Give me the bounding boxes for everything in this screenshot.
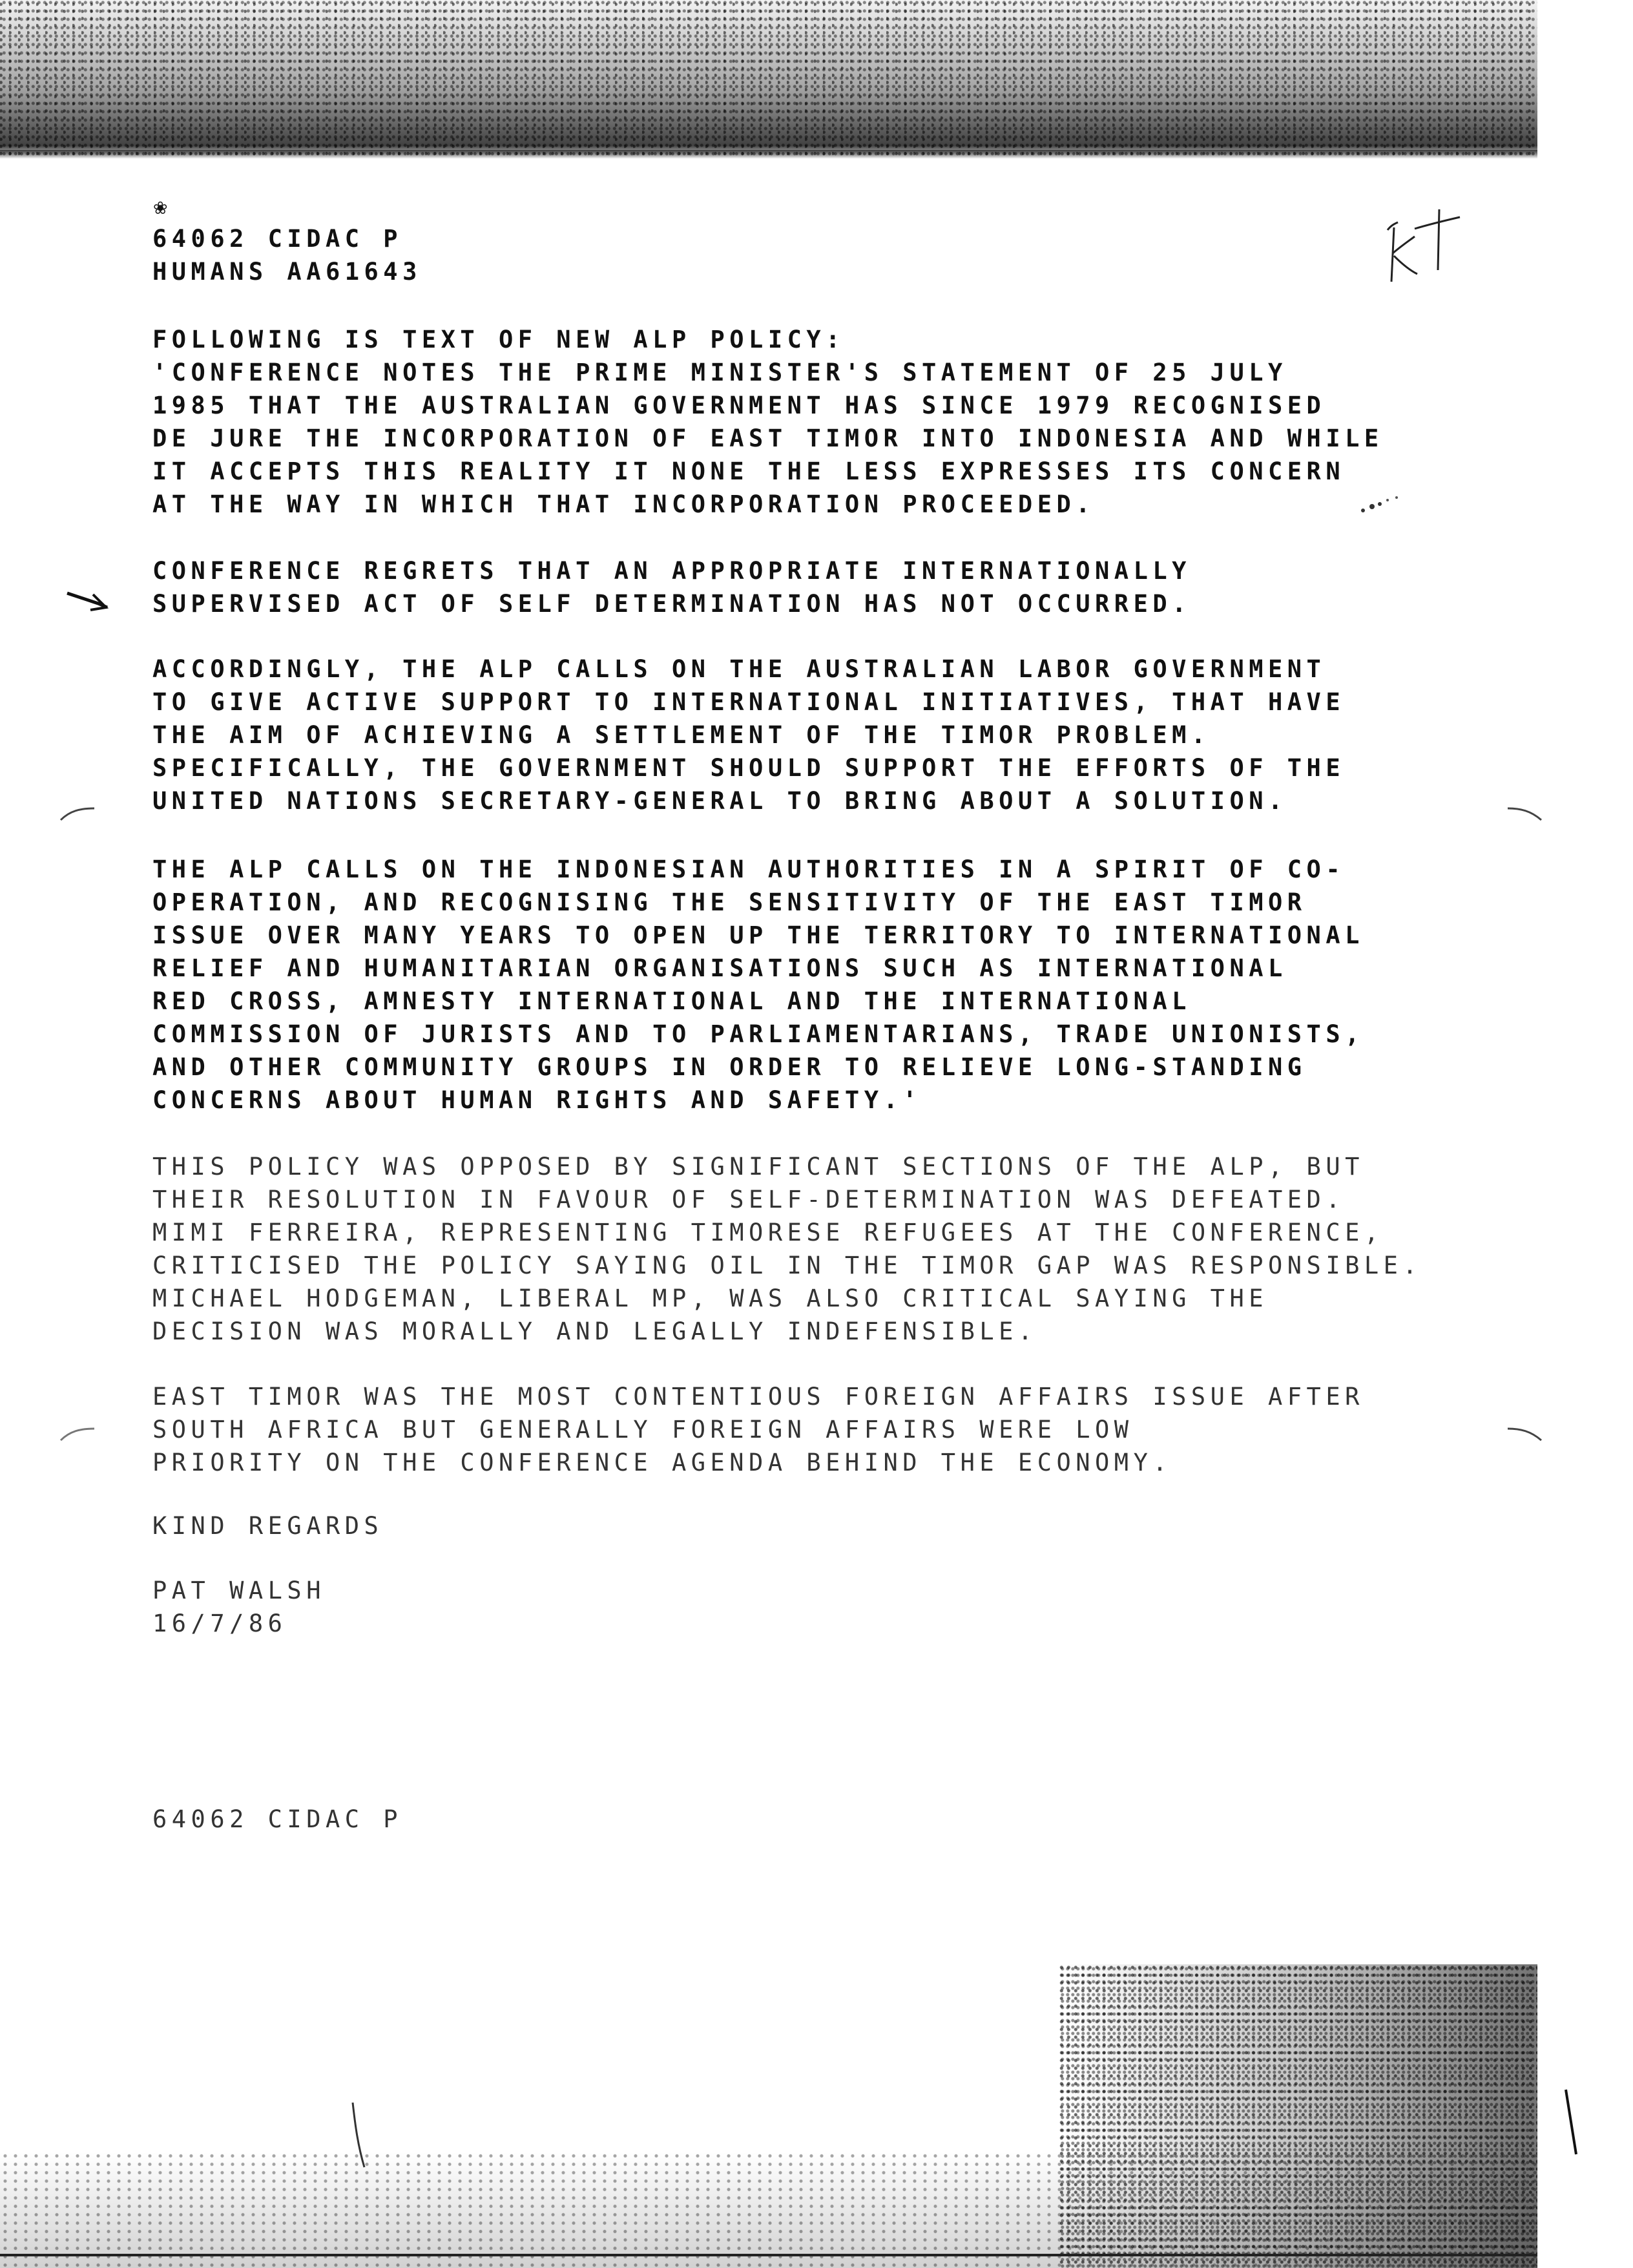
policy-line: SOUTH AFRICA BUT GENERALLY FOREIGN AFFAIRS WERE LOW (152, 1416, 1134, 1444)
margin-hole-mark (1505, 1425, 1544, 1444)
policy-line: COMMISSION OF JURISTS AND TO PARLIAMENTARIANS, TRADE UNIONISTS, (152, 1020, 1364, 1048)
policy-line: RELIEF AND HUMANITARIAN ORGANISATIONS SUCH AS INTERNATIONAL (152, 954, 1287, 982)
telex-bullet-icon: ❀ (154, 194, 167, 220)
policy-intro: FOLLOWING IS TEXT OF NEW ALP POLICY: (152, 326, 845, 353)
scan-noise-top-edge (0, 150, 1537, 159)
margin-hole-mark (58, 804, 97, 824)
policy-line: MICHAEL HODGEMAN, LIBERAL MP, WAS ALSO CRITICAL SAYING THE (152, 1285, 1269, 1312)
policy-line: TO GIVE ACTIVE SUPPORT TO INTERNATIONAL INITIATIVES, THAT HAVE (152, 688, 1346, 716)
policy-line: AND OTHER COMMUNITY GROUPS IN ORDER TO RELIEVE LONG-STANDING (152, 1053, 1307, 1081)
message-date: 16/7/86 (152, 1610, 287, 1637)
margin-hole-mark (58, 1425, 97, 1444)
policy-line: UNITED NATIONS SECRETARY-GENERAL TO BRING ABOUT A SOLUTION. (152, 787, 1287, 815)
header-line: HUMANS AA61643 (152, 258, 422, 286)
margin-arrow-mark (65, 588, 110, 614)
paragraph-self-determination (152, 554, 1483, 620)
page-bottom-edge (0, 2254, 1537, 2256)
policy-line: SPECIFICALLY, THE GOVERNMENT SHOULD SUPPORT THE EFFORTS OF THE (152, 754, 1346, 782)
policy-line: DE JURE THE INCORPORATION OF EAST TIMOR INTO INDONESIA AND WHILE (152, 425, 1384, 452)
paragraph-opposition (152, 1150, 1483, 1348)
paragraph-indonesian-authorities (152, 853, 1483, 1117)
telex-header (152, 222, 1483, 288)
policy-line: 1985 THAT THE AUSTRALIAN GOVERNMENT HAS SINCE 1979 RECOGNISED (152, 392, 1326, 419)
policy-intro-and-quote (152, 323, 1483, 521)
policy-line: EAST TIMOR WAS THE MOST CONTENTIOUS FOREIGN AFFAIRS ISSUE AFTER (152, 1383, 1364, 1411)
policy-line: CRITICISED THE POLICY SAYING OIL IN THE TIMOR GAP WAS RESPONSIBLE. (152, 1252, 1422, 1279)
policy-line: ISSUE OVER MANY YEARS TO OPEN UP THE TERRITORY TO INTERNATIONAL (152, 921, 1364, 949)
edge-scratch-mark (1563, 2087, 1579, 2158)
paragraph-foreign-affairs (152, 1380, 1483, 1479)
policy-line: IT ACCEPTS THIS REALITY IT NONE THE LESS EXPRESSES ITS CONCERN (152, 457, 1346, 485)
policy-line: CONCERNS ABOUT HUMAN RIGHTS AND SAFETY.' (152, 1086, 922, 1114)
footer-answerback (152, 1803, 1483, 1836)
policy-line: THE ALP CALLS ON THE INDONESIAN AUTHORITIES IN A SPIRIT OF CO- (152, 856, 1346, 883)
policy-line: MIMI FERREIRA, REPRESENTING TIMORESE REFUGEES AT THE CONFERENCE, (152, 1219, 1384, 1246)
answerback-line: 64062 CIDAC P (152, 1805, 403, 1833)
policy-line: ACCORDINGLY, THE ALP CALLS ON THE AUSTRALIAN LABOR GOVERNMENT (152, 655, 1326, 683)
policy-line: DECISION WAS MORALLY AND LEGALLY INDEFENSIBLE. (152, 1318, 1037, 1345)
policy-line: THEIR RESOLUTION IN FAVOUR OF SELF-DETERMINATION WAS DEFEATED. (152, 1186, 1346, 1213)
scan-noise-bottom (0, 2152, 1537, 2268)
policy-line: THE AIM OF ACHIEVING A SETTLEMENT OF THE TIMOR PROBLEM. (152, 721, 1211, 749)
scan-noise-top (0, 0, 1537, 158)
policy-line: CONFERENCE REGRETS THAT AN APPROPRIATE INTERNATIONALLY (152, 557, 1191, 585)
paragraph-government-support (152, 653, 1483, 817)
sender-name: PAT WALSH (152, 1577, 326, 1604)
margin-hole-mark (1505, 804, 1544, 824)
policy-line: 'CONFERENCE NOTES THE PRIME MINISTER'S STATEMENT OF 25 JULY (152, 359, 1287, 386)
signature-block (152, 1574, 1483, 1640)
policy-line: SUPERVISED ACT OF SELF DETERMINATION HAS NOT OCCURRED. (152, 590, 1191, 618)
policy-line: RED CROSS, AMNESTY INTERNATIONAL AND THE INTERNATIONAL (152, 987, 1191, 1015)
regards-line: KIND REGARDS (152, 1512, 384, 1540)
handwritten-initials (1376, 205, 1466, 289)
policy-line: AT THE WAY IN WHICH THAT INCORPORATION PROCEEDED. (152, 490, 1096, 518)
policy-line: PRIORITY ON THE CONFERENCE AGENDA BEHIND THE ECONOMY. (152, 1449, 1172, 1476)
policy-line: OPERATION, AND RECOGNISING THE SENSITIVITY OF THE EAST TIMOR (152, 888, 1307, 916)
edge-scratch-mark (349, 2100, 368, 2171)
speckle-mark (1357, 491, 1402, 517)
header-line: 64062 CIDAC P (152, 225, 403, 253)
closing-regards (152, 1509, 1483, 1542)
policy-line: THIS POLICY WAS OPPOSED BY SIGNIFICANT SECTIONS OF THE ALP, BUT (152, 1153, 1364, 1181)
